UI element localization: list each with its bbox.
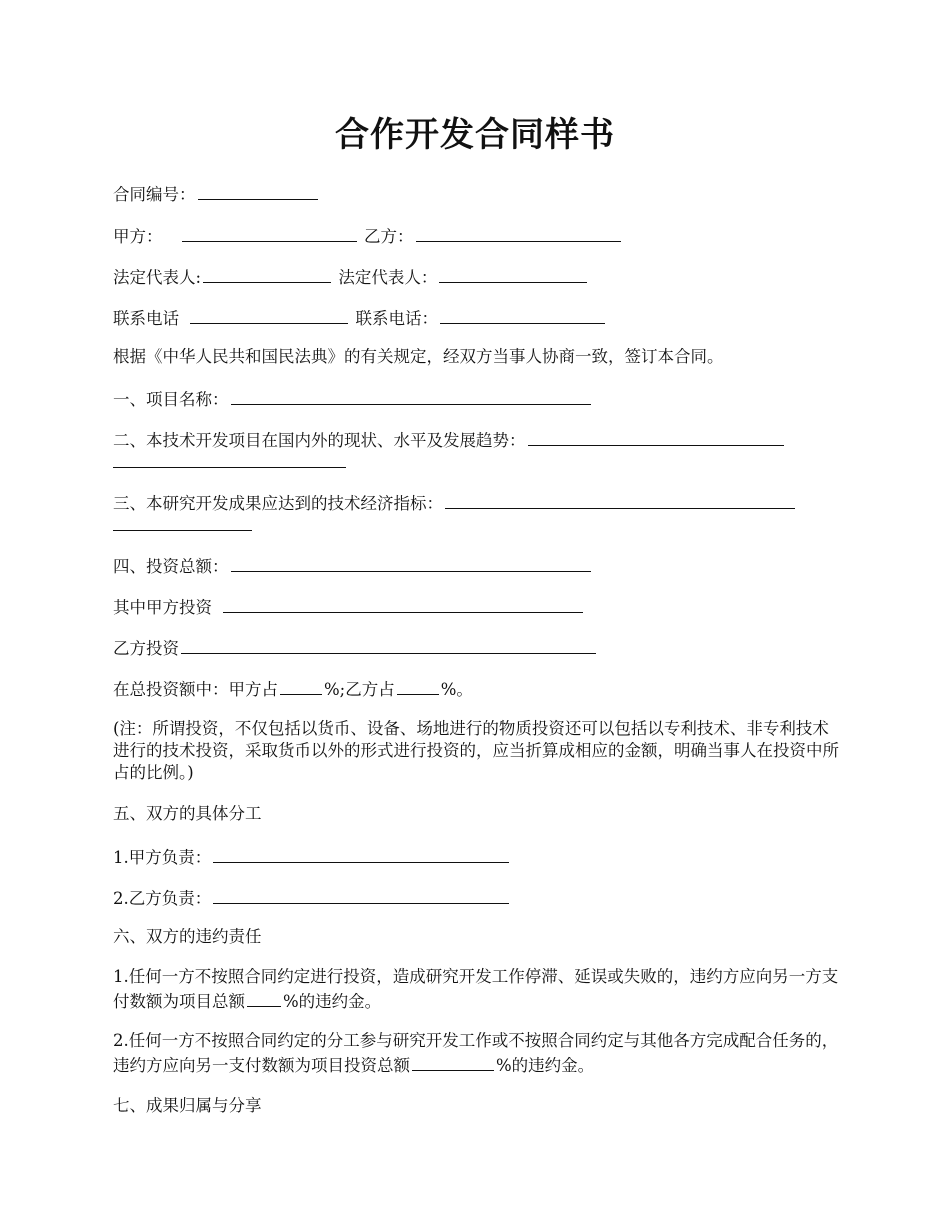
investment-b-line [113,635,840,660]
share-mid: %;乙方占 [324,680,395,699]
phone-line [113,305,840,330]
share-suffix: %。 [440,680,473,699]
breach-clause-2 [113,1030,840,1077]
section-1 [113,386,840,411]
section-7-heading: 七、成果归属与分享 [113,1096,262,1115]
section-5-heading: 五、双方的具体分工 [113,804,262,823]
status-trend-blank-continued[interactable] [113,466,346,468]
section-6-heading: 六、双方的违约责任 [113,927,262,946]
party-a-label: 甲方： [113,227,163,246]
total-investment-blank[interactable] [231,553,591,572]
duty-a-label: 1.甲方负责： [113,848,212,867]
legal-rep-b-blank[interactable] [439,264,587,283]
investment-a-line [113,594,840,619]
breach-2-text: 2.任何一方不按照合同约定的分工参与研究开发工作或不按照合同约定与其他各方完成配合任务的，违约方应向另一支付数额为项目投资总额 [113,1031,839,1075]
intro-paragraph: 根据《中华人民共和国民法典》的有关规定，经双方当事人协商一致，签订本合同。 [113,347,724,366]
share-prefix: 在总投资额中：甲方占 [113,680,278,699]
status-trend-label: 二、本技术开发项目在国内外的现状、水平及发展趋势： [113,431,526,450]
section-4 [113,553,840,578]
document-title: 合作开发合同样书 [335,115,615,155]
phone-a-label: 联系电话 [113,309,179,328]
phone-b-blank[interactable] [440,305,605,324]
legal-rep-line [113,264,840,289]
breach-1-suffix: %的违约金。 [283,992,382,1011]
share-b-blank[interactable] [397,676,439,695]
duty-b-blank[interactable] [213,885,509,904]
tech-indicators-label: 三、本研究开发成果应达到的技术经济指标： [113,494,443,513]
project-name-label: 一、项目名称： [113,390,229,409]
contract-number-line [113,181,840,206]
duty-b-label: 2.乙方负责： [113,889,212,908]
breach-1-text: 1.任何一方不按照合同约定进行投资，造成研究开发工作停滞、延误或失败的，违约方应向另一方支付数额为项目总额 [113,967,839,1011]
investment-share-line [113,676,840,701]
breach-clause-1 [113,966,840,1013]
party-b-blank[interactable] [416,223,621,242]
breach-2-percent-blank[interactable] [412,1052,494,1071]
investment-b-label: 乙方投资 [113,639,179,658]
total-investment-label: 四、投资总额： [113,557,229,576]
section-2 [113,427,840,452]
investment-b-blank[interactable] [181,635,596,654]
duty-b-line [113,885,840,910]
status-trend-blank[interactable] [528,427,784,446]
contract-number-blank[interactable] [198,181,318,200]
phone-b-label: 联系电话： [355,309,438,328]
legal-rep-b-label: 法定代表人： [338,268,438,287]
duty-a-line [113,844,840,869]
breach-1-percent-blank[interactable] [247,988,281,1007]
breach-2-suffix: %的违约金。 [496,1056,595,1075]
tech-indicators-blank-continued[interactable] [113,529,252,531]
section-3 [113,490,840,515]
party-a-blank[interactable] [182,223,357,242]
tech-indicators-blank[interactable] [445,490,795,509]
party-b-label: 乙方： [364,227,414,246]
investment-note: (注：所谓投资，不仅包括以货币、设备、场地进行的物质投资还可以包括以专利技术、非专利技术进行的技术投资，采取货币以外的形式进行投资的，应当折算成相应的金额，明确当事人在投资中所占的比例。) [113,719,839,782]
legal-rep-a-blank[interactable] [203,264,331,283]
contract-number-label: 合同编号： [113,185,196,204]
legal-rep-a-label: 法定代表人: [113,268,202,287]
investment-a-label: 其中甲方投资 [113,598,212,617]
share-a-blank[interactable] [280,676,322,695]
project-name-blank[interactable] [231,386,591,405]
duty-a-blank[interactable] [213,844,509,863]
investment-a-blank[interactable] [223,594,583,613]
phone-a-blank[interactable] [190,305,348,324]
parties-line [113,223,840,248]
